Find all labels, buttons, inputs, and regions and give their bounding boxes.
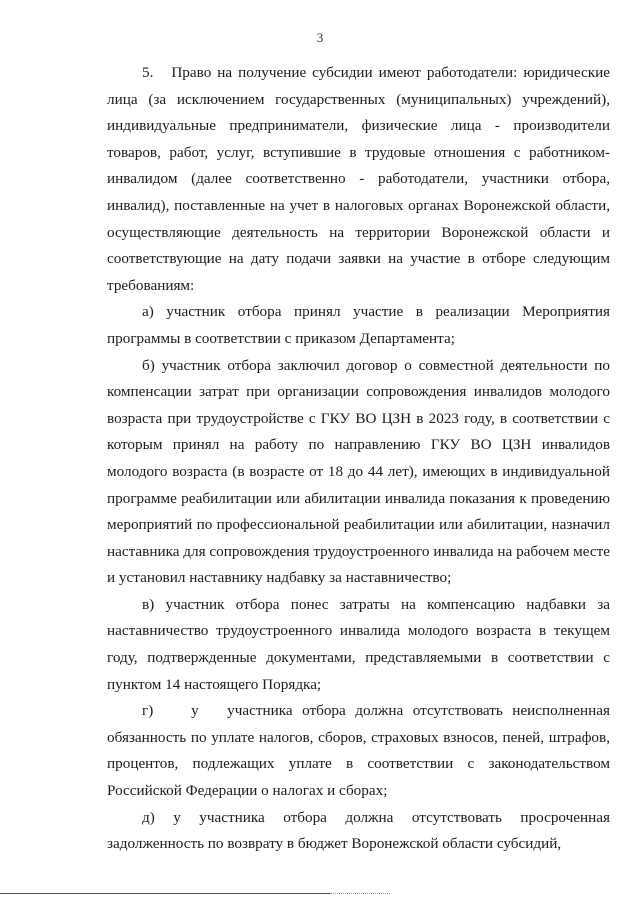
- footer-rule-dotted: [330, 893, 390, 894]
- paragraph-5-eligibility: 5. Право на получение субсидии имеют работодатели: юридические лица (за исключением государственных (муниципальных) учреждений), индивидуальные предприниматели, физические лица - производители товаров, работ, услуг, вступившие в трудовые отношения с работником-инвалидом (далее соответственно - работодатели, участники отбора, инвалид), поставленные на учет в налоговых органах Воронежской области, осуществляющие деятельность на территории Воронежской области и соответствующие на дату подачи заявки на участие в отборе следующим требованиям:: [107, 64, 610, 294]
- paragraph-requirement-g: г) у участника отбора должна отсутствовать неисполненная обязанность по уплате налогов, сборов, страховых взносов, пеней, штрафов, процентов, подлежащих уплате в соответствии с законодательством Российской Федерации о налогах и сборах;: [107, 702, 610, 800]
- paragraph-requirement-d: д) у участника отбора должна отсутствовать просроченная задолженность по возврату в бюджет Воронежской области субсидий,: [107, 808, 610, 853]
- paragraph-requirement-a: а) участник отбора принял участие в реализации Мероприятия программы в соответствии с приказом Департамента;: [107, 303, 610, 347]
- page-number: 3: [316, 30, 324, 45]
- document-body: [107, 60, 610, 858]
- paragraph-requirement-v: в) участник отбора понес затраты на компенсацию надбавки за наставничество трудоустроенного инвалида молодого возраста в текущем году, подтвержденные документами, представляемыми в соответствии с пунктом 14 настоящего Порядка;: [107, 595, 610, 693]
- footer-rule: [0, 893, 330, 894]
- paragraph-requirement-b: б) участник отбора заключил договор о совместной деятельности по компенсации затрат при организации сопровождения инвалидов молодого возраста при трудоустройстве с ГКУ ВО ЦЗН в 2023 году, в соответствии с которым принял на работу по направлению ГКУ ВО ЦЗН инвалидов молодого возраста (в возрасте от 18 до 44 лет), имеющих в индивидуальной программе реабилитации или абилитации инвалида показания к проведению мероприятий по профессиональной реабилитации или абилитации, назначил наставника для сопровождения трудоустроенного инвалида на рабочем месте и установил наставнику надбавку за наставничество;: [107, 356, 610, 587]
